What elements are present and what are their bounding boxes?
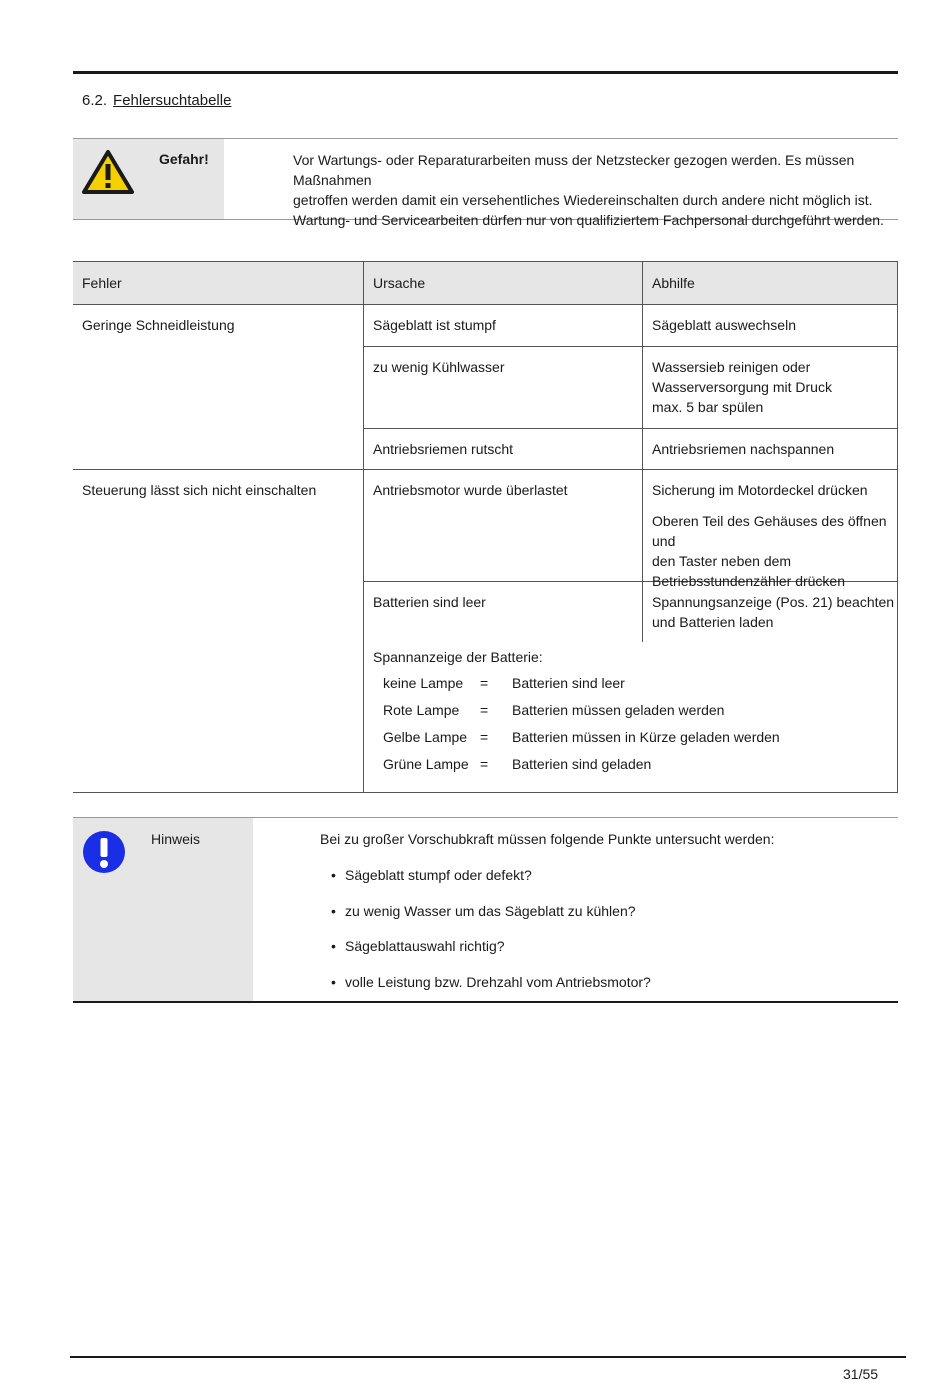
danger-line: Wartung- und Servicearbeiten dürfen nur von qualifiziertem Fachpersonal durchgeführt werden.	[293, 212, 884, 228]
lamp-meaning: Batterien müssen geladen werden	[512, 702, 725, 718]
danger-line: getroffen werden damit ein versehentliches Wiedereinschalten durch andere nicht möglich ist.	[293, 192, 873, 208]
table-border-top	[73, 261, 898, 262]
abhilfe-cell	[652, 511, 898, 591]
section-title	[82, 92, 231, 109]
equals-sign: =	[480, 756, 489, 772]
fehler-cell: Steuerung lässt sich nicht einschalten	[82, 482, 317, 498]
abhilfe-line: und Batterien laden	[652, 614, 774, 630]
abhilfe-cell: Sicherung im Motordeckel drücken	[652, 482, 868, 498]
abhilfe-line: Wassersieb reinigen oder	[652, 359, 811, 375]
header-ursache: Ursache	[373, 275, 426, 291]
battery-legend-title: Spannanzeige der Batterie:	[373, 649, 543, 665]
danger-text	[293, 150, 893, 230]
lamp-name: Rote Lampe	[383, 702, 460, 718]
column-divider	[363, 261, 364, 793]
abhilfe-cell	[652, 592, 894, 632]
lamp-name: keine Lampe	[383, 675, 464, 691]
lamp-meaning: Batterien müssen in Kürze geladen werden	[512, 729, 780, 745]
lamp-name: Grüne Lampe	[383, 756, 469, 772]
info-exclamation-icon	[82, 830, 126, 874]
ursache-cell: Antriebsmotor wurde überlastet	[373, 482, 568, 498]
danger-box	[73, 138, 898, 228]
table-header-rule	[73, 304, 898, 305]
abhilfe-cell: Sägeblatt auswechseln	[652, 317, 796, 333]
abhilfe-line: max. 5 bar spülen	[652, 399, 764, 415]
ursache-cell: Antriebsriemen rutscht	[373, 441, 514, 457]
ursache-cell: Sägeblatt ist stumpf	[373, 317, 496, 333]
column-divider	[642, 261, 643, 642]
table-border-bottom	[73, 792, 898, 793]
note-bullet: • zu wenig Wasser um das Sägeblatt zu kühlen?	[345, 903, 636, 919]
header-abhilfe: Abhilfe	[652, 275, 695, 291]
equals-sign: =	[480, 729, 489, 745]
abhilfe-line: Spannungsanzeige (Pos. 21) beachten	[652, 594, 895, 610]
page-number: 31/55	[843, 1366, 879, 1382]
lamp-meaning: Batterien sind geladen	[512, 756, 652, 772]
note-box	[73, 817, 898, 1003]
ursache-cell: Batterien sind leer	[373, 594, 486, 610]
header-fehler: Fehler	[82, 275, 122, 291]
warning-triangle-icon	[82, 149, 134, 195]
equals-sign: =	[480, 675, 489, 691]
danger-label: Gefahr!	[159, 151, 209, 167]
note-bullet: • volle Leistung bzw. Drehzahl vom Antriebsmotor?	[345, 974, 651, 990]
fehler-cell: Geringe Schneidleistung	[82, 317, 235, 333]
note-intro: Bei zu großer Vorschubkraft müssen folgende Punkte untersucht werden:	[320, 831, 775, 847]
note-bullet: • Sägeblatt stumpf oder defekt?	[345, 867, 532, 883]
abhilfe-cell	[652, 357, 832, 417]
abhilfe-cell: Antriebsriemen nachspannen	[652, 441, 835, 457]
abhilfe-line: Oberen Teil des Gehäuses des öffnen und	[652, 513, 887, 549]
ursache-cell: zu wenig Kühlwasser	[373, 359, 505, 375]
top-rule	[73, 71, 898, 74]
abhilfe-line: Betriebsstundenzähler drücken	[652, 573, 846, 589]
section-title-link[interactable]: Fehlersuchtabelle	[113, 92, 232, 109]
group-divider	[73, 469, 898, 470]
lamp-name: Gelbe Lampe	[383, 729, 468, 745]
note-label: Hinweis	[151, 831, 201, 847]
bottom-rule	[70, 1356, 906, 1358]
danger-line: Vor Wartungs- oder Reparaturarbeiten muss der Netzstecker gezogen werden. Es müssen Maßnahmen	[293, 152, 855, 188]
table-header-background	[73, 261, 898, 304]
fault-table	[73, 261, 898, 793]
row-divider	[363, 346, 898, 347]
section-number: 6.2.	[82, 92, 108, 109]
lamp-meaning: Batterien sind leer	[512, 675, 625, 691]
row-divider	[363, 428, 898, 429]
note-bullet: • Sägeblattauswahl richtig?	[345, 938, 505, 954]
abhilfe-line: den Taster neben dem	[652, 553, 792, 569]
abhilfe-line: Wasserversorgung mit Druck	[652, 379, 832, 395]
equals-sign: =	[480, 702, 489, 718]
